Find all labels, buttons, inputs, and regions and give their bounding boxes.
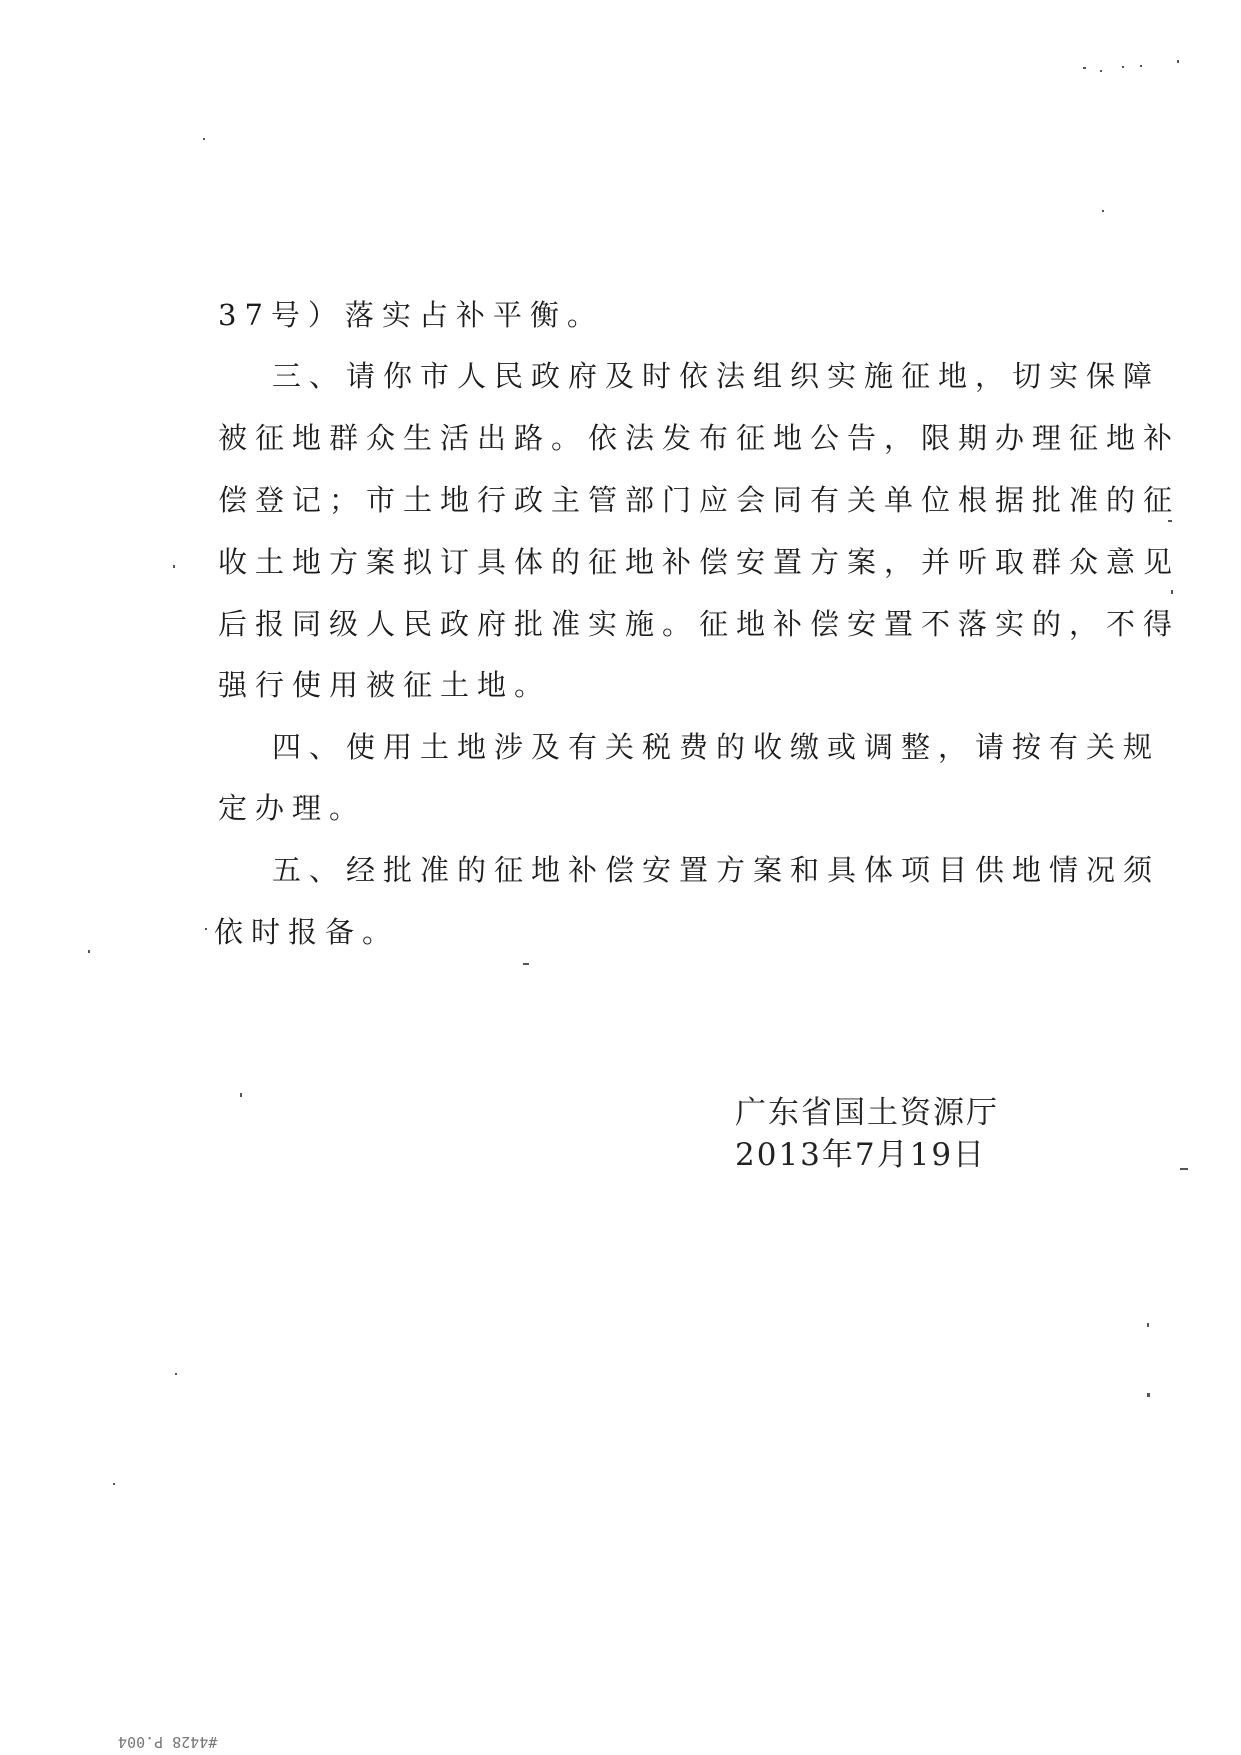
issue-date: 2013年7月19日 — [735, 1137, 987, 1173]
scan-speck — [1140, 65, 1142, 67]
scan-speck — [1122, 66, 1124, 68]
scan-speck — [1147, 1393, 1150, 1397]
body-line-4: 偿登记；市土地行政主管部门应会同有关单位根据批准的征 — [218, 483, 1181, 517]
scan-speck — [523, 963, 529, 965]
scan-speck — [1168, 520, 1172, 522]
scan-speck — [1180, 1168, 1188, 1170]
scan-speck — [173, 565, 175, 568]
fax-footer: #4428 P.004 — [118, 1733, 218, 1751]
scan-speck — [113, 1483, 115, 1485]
scan-speck — [240, 1093, 242, 1097]
body-line-7: 强行使用被征土地。 — [218, 668, 552, 702]
body-line-3: 被征地群众生活出路。依法发布征地公告，限期办理征地补 — [218, 421, 1181, 455]
scan-speck — [175, 1373, 177, 1375]
body-line-6: 后报同级人民政府批准实施。征地补偿安置不落实的，不得 — [218, 607, 1181, 641]
scan-speck — [88, 950, 90, 953]
scan-speck — [203, 138, 205, 140]
body-line-2: 三、请你市人民政府及时依法组织实施征地，切实保障 — [272, 359, 1161, 393]
scan-speck — [1177, 60, 1179, 63]
scan-speck — [1100, 70, 1102, 72]
scan-speck — [1147, 1323, 1149, 1327]
scan-speck — [1083, 67, 1086, 69]
scan-speck — [1171, 590, 1173, 594]
scan-speck — [1102, 210, 1104, 212]
body-line-10: 五、经批准的征地补偿安置方案和具体项目供地情况须 — [272, 853, 1161, 887]
body-line-1: 37号）落实占补平衡。 — [218, 298, 604, 332]
body-line-9: 定办理。 — [218, 791, 367, 825]
body-line-8: 四、使用土地涉及有关税费的收缴或调整，请按有关规 — [272, 730, 1161, 764]
body-line-5: 收土地方案拟订具体的征地补偿安置方案，并听取群众意见 — [218, 545, 1181, 579]
body-line-11: 依时报备。 — [214, 915, 400, 949]
issuing-organization: 广东省国土资源厅 — [735, 1095, 999, 1131]
scan-speck — [205, 928, 207, 930]
